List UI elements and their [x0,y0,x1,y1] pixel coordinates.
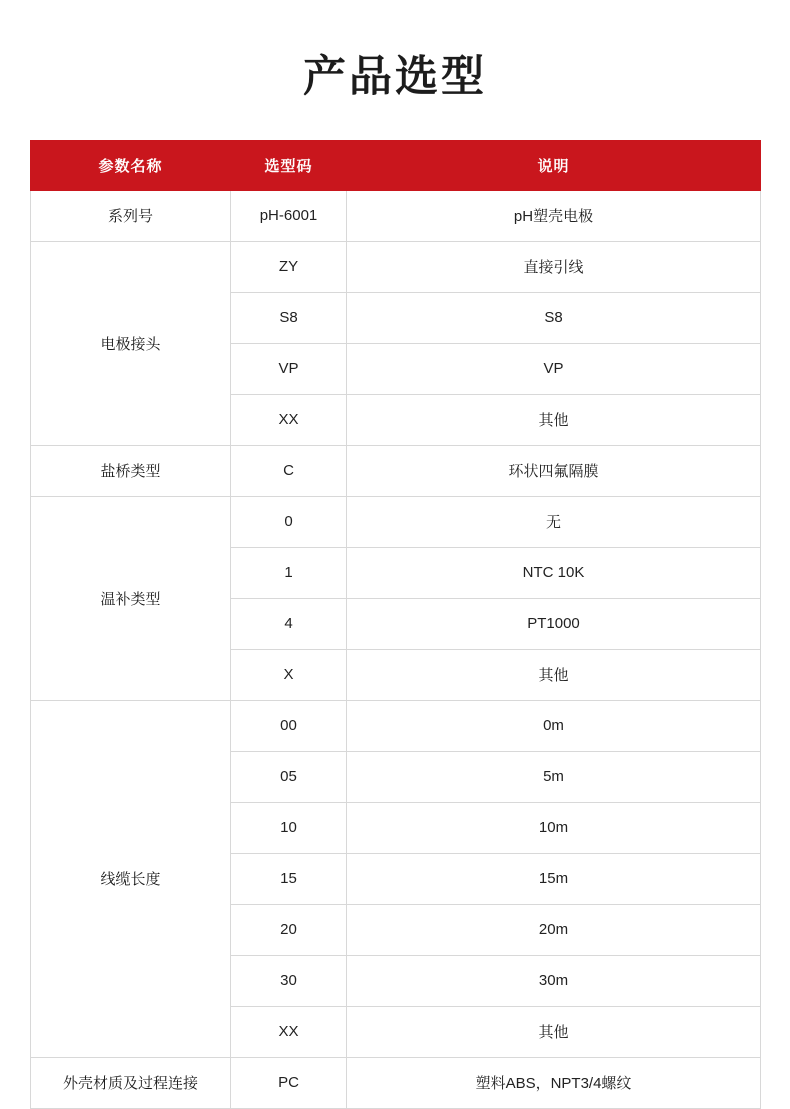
selection-code-cell: XX [231,394,347,445]
table-row [31,496,761,547]
table-row [31,241,761,292]
description-cell: VP [347,343,761,394]
selection-code-cell: 4 [231,598,347,649]
selection-code-cell: X [231,649,347,700]
selection-code-cell: S8 [231,292,347,343]
description-cell: 0m [347,700,761,751]
selection-code-cell: 20 [231,904,347,955]
parameter-name-cell: 系列号 [31,190,231,241]
selection-code-cell: 30 [231,955,347,1006]
selection-code-cell: C [231,445,347,496]
selection-code-cell: PC [231,1057,347,1108]
selection-code-cell: 10 [231,802,347,853]
table-row [31,190,761,241]
description-cell: pH塑壳电极 [347,190,761,241]
column-header-description: 说明 [347,140,761,190]
description-cell: S8 [347,292,761,343]
description-cell: 直接引线 [347,241,761,292]
column-header-parameter-name: 参数名称 [31,140,231,190]
description-cell: 15m [347,853,761,904]
selection-code-cell: 15 [231,853,347,904]
table-header-row [31,140,761,190]
page-title: 产品选型 [303,53,487,101]
parameter-name-cell: 盐桥类型 [31,445,231,496]
selection-code-cell: 00 [231,700,347,751]
selection-code-cell: 1 [231,547,347,598]
selection-code-cell: VP [231,343,347,394]
parameter-name-cell: 线缆长度 [31,700,231,1057]
description-cell: 10m [347,802,761,853]
table-row [31,445,761,496]
description-cell: 塑料ABS，NPT3/4螺纹 [347,1057,761,1108]
product-selection-table [30,140,761,1109]
description-cell: 20m [347,904,761,955]
description-cell: 其他 [347,1006,761,1057]
description-cell: 其他 [347,649,761,700]
selection-code-cell: ZY [231,241,347,292]
table-header [31,140,761,190]
selection-code-cell: XX [231,1006,347,1057]
table-row [31,700,761,751]
selection-code-cell: 05 [231,751,347,802]
description-cell: 其他 [347,394,761,445]
parameter-name-cell: 电极接头 [31,241,231,445]
description-cell: 无 [347,496,761,547]
selection-code-cell: pH-6001 [231,190,347,241]
description-cell: 30m [347,955,761,1006]
description-cell: NTC 10K [347,547,761,598]
selection-code-cell: 0 [231,496,347,547]
table-body [31,190,761,1108]
table-row [31,1057,761,1108]
description-cell: 环状四氟隔膜 [347,445,761,496]
description-cell: PT1000 [347,598,761,649]
parameter-name-cell: 外壳材质及过程连接 [31,1057,231,1108]
description-cell: 5m [347,751,761,802]
column-header-selection-code: 选型码 [231,140,347,190]
parameter-name-cell: 温补类型 [31,496,231,700]
spec-table-container [0,140,790,1109]
